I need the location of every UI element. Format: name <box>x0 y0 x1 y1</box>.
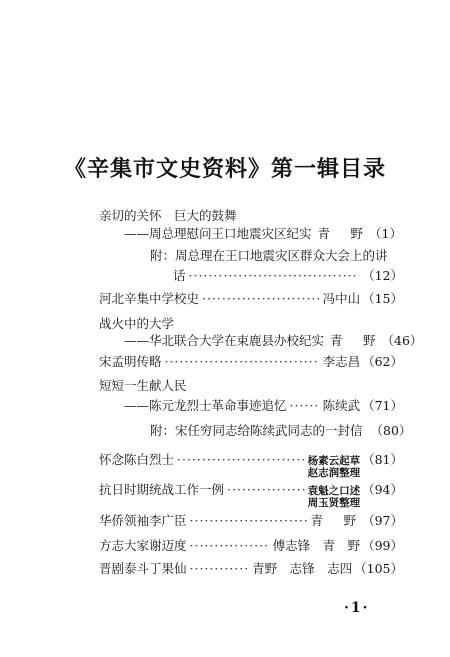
toc-entry-1-appendix-cont <box>173 266 403 286</box>
entry-author: 傅志锋 青 野 <box>272 538 361 553</box>
entry-author: 李志昌 <box>322 354 361 369</box>
page-title: 《辛集市文史资料》第一辑目录 <box>63 156 386 182</box>
entry-author: 青 野 <box>330 333 380 348</box>
toc-entry-5-subtitle <box>124 396 403 416</box>
entry-page: （12） <box>362 268 403 283</box>
entry-title: 亲切的关怀 巨大的鼓舞 <box>99 208 237 223</box>
toc-entry-4 <box>99 352 403 372</box>
entry-page: （62） <box>362 354 403 369</box>
toc-entry-10 <box>99 559 403 579</box>
toc-entry-1-appendix <box>150 246 388 266</box>
entry-page: （94） <box>362 482 403 497</box>
entry-title: 宋孟明传略 <box>99 354 162 369</box>
entry-title: 华侨领袖李广臣 <box>99 513 187 528</box>
entry-page: （80） <box>370 423 412 438</box>
entry-author: 青野 志锋 志四 <box>252 561 353 576</box>
entry-title: 战火中的大学 <box>99 316 175 331</box>
dot-leader <box>202 289 320 309</box>
page-number: ·1· <box>344 600 370 616</box>
toc-entry-9 <box>99 536 403 556</box>
dot-leader <box>177 450 305 470</box>
entry-title: ——陈元龙烈士革命事迹追忆 <box>124 398 287 413</box>
dot-leader <box>190 536 270 556</box>
toc-entry-5 <box>99 376 187 396</box>
entry-page: （71） <box>362 398 403 413</box>
entry-author-line: 袁魁之口述 <box>307 485 361 497</box>
dot-leader <box>190 559 250 579</box>
dot-leader <box>165 352 320 372</box>
entry-author: 冯中山 <box>322 291 361 306</box>
entry-author-line: 周玉贤整理 <box>307 497 361 509</box>
entry-title: 晋剧泰斗丁果仙 <box>99 561 187 576</box>
entry-author: 陈续武 <box>322 398 361 413</box>
entry-title: 话 <box>173 268 186 283</box>
toc-entry-5-appendix <box>150 421 412 441</box>
entry-title: 河北辛集中学校史 <box>99 291 200 306</box>
dot-leader <box>227 480 305 500</box>
entry-page: （1） <box>369 226 402 241</box>
toc-entry-1-subtitle <box>124 224 402 244</box>
entry-page: （105） <box>354 561 403 576</box>
entry-title: 短短一生献人民 <box>99 378 187 393</box>
entry-author: 青 野 <box>317 226 368 241</box>
entry-author-stack <box>308 485 361 509</box>
toc-entry-8 <box>99 511 403 531</box>
entry-author-line: 杨素云起草 <box>307 455 361 467</box>
dot-leader <box>290 396 320 416</box>
entry-page: （99） <box>362 538 403 553</box>
entry-author-stack <box>308 455 361 479</box>
toc-entry-3-subtitle <box>124 331 423 351</box>
entry-title: 方志大家谢迈度 <box>99 538 187 553</box>
entry-page: （97） <box>362 513 403 528</box>
toc-entry-2 <box>99 289 403 309</box>
entry-title: 怀念陈白烈士 <box>99 452 175 467</box>
dot-leader <box>190 511 308 531</box>
toc-entry-7 <box>99 480 403 509</box>
entry-page: （46） <box>381 333 423 348</box>
entry-title: 附：周总理在王口地震灾区群众大会上的讲 <box>150 248 388 263</box>
entry-author-line: 赵志润整理 <box>307 467 361 479</box>
toc-entry-1 <box>99 206 237 226</box>
toc-entry-6 <box>99 450 403 479</box>
entry-author: 青 野 <box>310 513 361 528</box>
entry-title: ——周总理慰问王口地震灾区纪实 <box>124 226 312 241</box>
entry-page: （15） <box>362 291 403 306</box>
entry-page: （81） <box>362 452 403 467</box>
entry-title: ——华北联合大学在束鹿县办校纪实 <box>124 333 325 348</box>
entry-title: 抗日时期统战工作一例 <box>99 482 225 497</box>
entry-title: 附：宋任穷同志给陈续武同志的一封信 <box>150 423 363 438</box>
dot-leader <box>189 266 358 286</box>
